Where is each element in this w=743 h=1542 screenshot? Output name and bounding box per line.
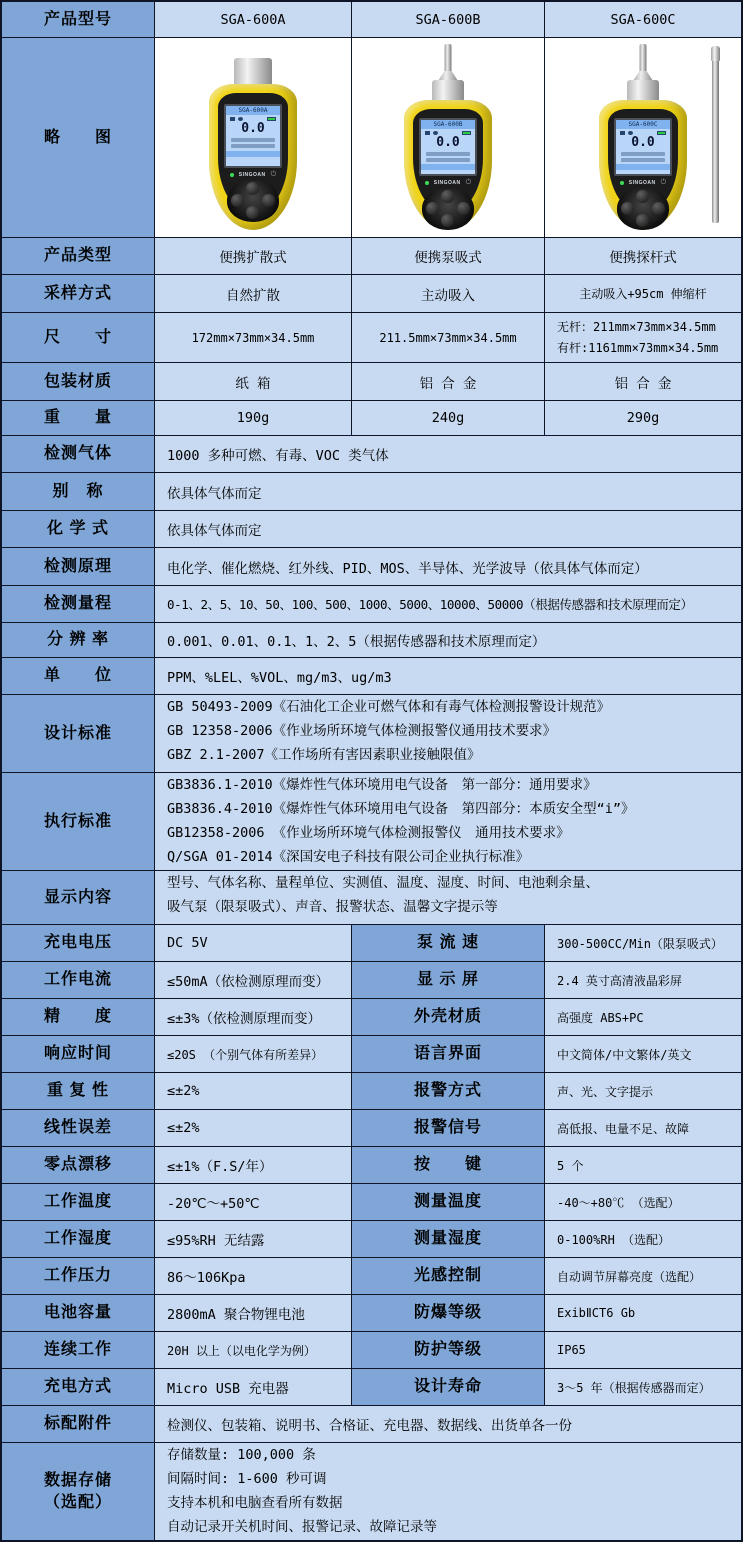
repeatability-value: ≤±2% [155, 1073, 352, 1110]
alarm-signal-value: 高低报、电量不足、故障 [545, 1110, 741, 1147]
device-illustration-c [591, 44, 695, 230]
enter-button [246, 206, 259, 219]
device-body [209, 84, 297, 230]
row-label-resolution: 分 辨 率 [2, 623, 155, 658]
screen-reading: 0.0 [631, 135, 655, 150]
alias-value: 依具体气体而定 [155, 473, 741, 511]
row-label-working-current: 工作电流 [2, 962, 155, 999]
status-led [425, 181, 429, 185]
brand-row [413, 179, 483, 186]
battery-capacity-value: 2800mA 聚合物锂电池 [155, 1295, 352, 1332]
power-icon: ⏻ [270, 171, 277, 178]
model-name-b: SGA-600B [352, 2, 545, 38]
screen-time-bar [226, 151, 280, 157]
design-standard-value [155, 695, 741, 773]
screen-info-line [231, 138, 275, 142]
row-label-product-type: 产品类型 [2, 238, 155, 275]
row-label-pump-flow: 泵 流 速 [352, 925, 545, 962]
row-label-alias: 别 称 [2, 473, 155, 511]
device-front-panel [608, 109, 678, 214]
device-front-panel [413, 109, 483, 214]
brand-row [218, 171, 288, 178]
execution-standard-line: GB3836.4-2010《爆炸性气体环境用电气设备 第四部分：本质安全型“i”》 [167, 801, 635, 817]
display-content-line: 吸气泵（限泵吸式）、声音、报警状态、温馨文字提示等 [167, 899, 498, 915]
explosion-proof-value: ExibⅡCT6 Gb [545, 1295, 741, 1332]
row-label-product-model: 产品型号 [2, 2, 155, 38]
row-label-charge-method: 充电方式 [2, 1369, 155, 1406]
product-photo-sga-600c [545, 38, 741, 238]
screen-info-line [621, 158, 665, 162]
working-humidity-value: ≤95%RH 无结露 [155, 1221, 352, 1258]
response-time-value: ≤20S （个别气体有所差异） [155, 1036, 352, 1073]
probe-tube [640, 44, 647, 74]
row-label-battery-capacity: 电池容量 [2, 1295, 155, 1332]
battery-icon [267, 117, 276, 121]
detection-range-value: 0-1、2、5、10、50、100、500、1000、5000、10000、50000（根据传感器和技术原理而定） [155, 586, 741, 623]
design-standard-line: GB 50493-2009《石油化工企业可燃气体和有毒气体检测报警设计规范》 [167, 699, 611, 715]
enter-button [441, 214, 454, 227]
up-button [636, 190, 649, 203]
design-life-value: 3～5 年（根据传感器而定） [545, 1369, 741, 1406]
screen-info-line [231, 144, 275, 148]
row-label-protection-class: 防护等级 [352, 1332, 545, 1369]
button-pad [617, 188, 669, 230]
row-label-light-control: 光感控制 [352, 1258, 545, 1295]
row-label-keys: 按 键 [352, 1147, 545, 1184]
alarm-mode-value: 声、光、文字提示 [545, 1073, 741, 1110]
left-button [231, 194, 244, 207]
weight-b: 240g [352, 401, 545, 436]
row-label-accuracy: 精 度 [2, 999, 155, 1036]
sensor-cap [432, 80, 464, 102]
row-label-sampling-method: 采样方式 [2, 275, 155, 313]
keys-value: 5 个 [545, 1147, 741, 1184]
model-name-a: SGA-600A [155, 2, 352, 38]
row-label-working-pressure: 工作压力 [2, 1258, 155, 1295]
row-label-charge-voltage: 充电电压 [2, 925, 155, 962]
screen-info-line [426, 158, 470, 162]
speaker-icon [230, 117, 235, 121]
up-button [441, 190, 454, 203]
right-button [652, 202, 665, 215]
charge-voltage-value: DC 5V [155, 925, 352, 962]
row-label-design-standard: 设计标准 [2, 695, 155, 773]
row-label-measure-temp: 测量温度 [352, 1184, 545, 1221]
data-storage-line: 存储数量: 100,000 条 [167, 1447, 316, 1463]
weight-c: 290g [545, 401, 741, 436]
device-illustration-b [396, 44, 500, 230]
row-label-detection-range: 检测量程 [2, 586, 155, 623]
enter-button [636, 214, 649, 227]
status-led [620, 181, 624, 185]
device-screen [614, 118, 672, 176]
row-label-packing-material: 包装材质 [2, 363, 155, 401]
chemical-formula-value: 依具体气体而定 [155, 511, 741, 548]
sampling-a: 自然扩散 [155, 275, 352, 313]
product-type-c: 便携探杆式 [545, 238, 741, 275]
display-content-line: 型号、气体名称、量程单位、实测值、温度、湿度、时间、电池剩余量、 [167, 875, 599, 891]
dimensions-a: 172mm×73mm×34.5mm [155, 313, 352, 363]
button-pad [227, 180, 279, 222]
packing-b: 铝 合 金 [352, 363, 545, 401]
left-button [426, 202, 439, 215]
row-label-execution-standard: 执行标准 [2, 773, 155, 871]
row-label-shell-material: 外壳材质 [352, 999, 545, 1036]
screen-info-line [426, 152, 470, 156]
screen-model-label: SGA-600B [421, 120, 475, 129]
brand-row [608, 179, 678, 186]
screen-reading: 0.0 [241, 121, 265, 136]
brand-label: SINGOAN [238, 171, 266, 178]
power-icon: ⏻ [465, 179, 472, 186]
row-label-continuous-work: 连续工作 [2, 1332, 155, 1369]
row-label-chemical-formula: 化 学 式 [2, 511, 155, 548]
device-illustration-a [201, 44, 305, 230]
dimensions-c-line2: 有杆:1161mm×73mm×34.5mm [557, 340, 719, 355]
row-label-weight: 重 量 [2, 401, 155, 436]
sampling-c: 主动吸入+95cm 伸缩杆 [545, 275, 741, 313]
shell-material-value: 高强度 ABS+PC [545, 999, 741, 1036]
brand-label: SINGOAN [628, 179, 656, 186]
screen-time-bar [616, 164, 670, 170]
continuous-work-value: 20H 以上（以电化学为例） [155, 1332, 352, 1369]
execution-standard-line: Q/SGA 01-2014《深国安电子科技有限公司企业执行标准》 [167, 849, 530, 865]
row-label-design-life: 设计寿命 [352, 1369, 545, 1406]
row-label-data-storage [2, 1443, 155, 1540]
product-photo-sga-600a [155, 38, 352, 238]
working-current-value: ≤50mA（依检测原理而变） [155, 962, 352, 999]
dimensions-b: 211.5mm×73mm×34.5mm [352, 313, 545, 363]
row-label-dimensions: 尺 寸 [2, 313, 155, 363]
status-led [230, 173, 234, 177]
device-screen [224, 104, 282, 168]
row-label-display-content: 显示内容 [2, 871, 155, 925]
device-screen [419, 118, 477, 176]
telescopic-rod-tip [711, 46, 720, 61]
display-content-value [155, 871, 741, 925]
row-label-language: 语言界面 [352, 1036, 545, 1073]
device-body [404, 100, 492, 230]
measure-temp-value: -40～+80℃ （选配） [545, 1184, 741, 1221]
screen-info-line [621, 152, 665, 156]
design-standard-line: GBZ 2.1-2007《工作场所有害因素职业接触限值》 [167, 747, 481, 763]
detect-gas-value: 1000 多种可燃、有毒、VOC 类气体 [155, 436, 741, 473]
measure-humidity-value: 0-100%RH （选配） [545, 1221, 741, 1258]
zero-drift-value: ≤±1%（F.S/年） [155, 1147, 352, 1184]
accuracy-value: ≤±3%（依检测原理而变） [155, 999, 352, 1036]
button-pad [422, 188, 474, 230]
row-label-detection-principle: 检测原理 [2, 548, 155, 586]
charge-method-value: Micro USB 充电器 [155, 1369, 352, 1406]
linearity-error-value: ≤±2% [155, 1110, 352, 1147]
screen-model-label: SGA-600A [226, 106, 280, 115]
working-temp-value: -20℃～+50℃ [155, 1184, 352, 1221]
right-button [262, 194, 275, 207]
resolution-value: 0.001、0.01、0.1、1、2、5（根据传感器和技术原理而定） [155, 623, 741, 658]
device-body [599, 100, 687, 230]
device-front-panel [218, 93, 288, 214]
protection-class-value: IP65 [545, 1332, 741, 1369]
display-screen-value: 2.4 英寸高清液晶彩屏 [545, 962, 741, 999]
power-icon: ⏻ [660, 179, 667, 186]
execution-standard-value [155, 773, 741, 871]
screen-reading: 0.0 [436, 135, 460, 150]
screen-model-label: SGA-600C [616, 120, 670, 129]
right-button [457, 202, 470, 215]
up-button [246, 182, 259, 195]
row-label-alarm-mode: 报警方式 [352, 1073, 545, 1110]
packing-c: 铝 合 金 [545, 363, 741, 401]
row-label-linearity-error: 线性误差 [2, 1110, 155, 1147]
row-label-working-temp: 工作温度 [2, 1184, 155, 1221]
row-label-display-screen: 显 示 屏 [352, 962, 545, 999]
screen-time-bar [421, 164, 475, 170]
speaker-icon [425, 131, 430, 135]
working-pressure-value: 86～106Kpa [155, 1258, 352, 1295]
row-label-response-time: 响应时间 [2, 1036, 155, 1073]
data-storage-label-line2: （选配） [43, 1493, 112, 1511]
speaker-icon [620, 131, 625, 135]
dimensions-c [545, 313, 741, 363]
data-storage-line: 间隔时间: 1-600 秒可调 [167, 1471, 327, 1487]
light-control-value: 自动调节屏幕亮度（选配） [545, 1258, 741, 1295]
product-type-a: 便携扩散式 [155, 238, 352, 275]
accessories-value: 检测仪、包装箱、说明书、合格证、充电器、数据线、出货单各一份 [155, 1406, 741, 1443]
weight-a: 190g [155, 401, 352, 436]
data-storage-line: 自动记录开关机时间、报警记录、故障记录等 [167, 1519, 437, 1535]
battery-icon [657, 131, 666, 135]
row-label-explosion-proof: 防爆等级 [352, 1295, 545, 1332]
data-storage-label-line1: 数据存储 [43, 1471, 112, 1489]
row-label-working-humidity: 工作湿度 [2, 1221, 155, 1258]
sampling-b: 主动吸入 [352, 275, 545, 313]
unit-value: PPM、%LEL、%VOL、mg/m3、ug/m3 [155, 658, 741, 695]
row-label-unit: 单 位 [2, 658, 155, 695]
design-standard-line: GB 12358-2006《作业场所环境气体检测报警仪通用技术要求》 [167, 723, 557, 739]
row-label-detect-gas: 检测气体 [2, 436, 155, 473]
data-storage-value [155, 1443, 741, 1540]
language-value: 中文简体/中文繁体/英文 [545, 1036, 741, 1073]
row-label-measure-humidity: 测量湿度 [352, 1221, 545, 1258]
telescopic-rod [712, 48, 719, 223]
sensor-cap [627, 80, 659, 102]
product-type-b: 便携泵吸式 [352, 238, 545, 275]
dimensions-c-line1: 无杆：211mm×73mm×34.5mm [557, 319, 716, 334]
row-label-alarm-signal: 报警信号 [352, 1110, 545, 1147]
detection-principle-value: 电化学、催化燃烧、红外线、PID、MOS、半导体、光学波导（依具体气体而定） [155, 548, 741, 586]
pump-flow-value: 300-500CC/Min（限泵吸式） [545, 925, 741, 962]
product-photo-sga-600b [352, 38, 545, 238]
row-label-accessories: 标配附件 [2, 1406, 155, 1443]
battery-icon [462, 131, 471, 135]
row-label-zero-drift: 零点漂移 [2, 1147, 155, 1184]
data-storage-line: 支持本机和电脑查看所有数据 [167, 1495, 343, 1511]
brand-label: SINGOAN [433, 179, 461, 186]
row-label-repeatability: 重 复 性 [2, 1073, 155, 1110]
probe-tube [445, 44, 452, 74]
model-name-c: SGA-600C [545, 2, 741, 38]
row-label-sketch: 略 图 [2, 38, 155, 238]
execution-standard-line: GB12358-2006 《作业场所环境气体检测报警仪 通用技术要求》 [167, 825, 570, 841]
packing-a: 纸 箱 [155, 363, 352, 401]
left-button [621, 202, 634, 215]
execution-standard-line: GB3836.1-2010《爆炸性气体环境用电气设备 第一部分：通用要求》 [167, 777, 597, 793]
